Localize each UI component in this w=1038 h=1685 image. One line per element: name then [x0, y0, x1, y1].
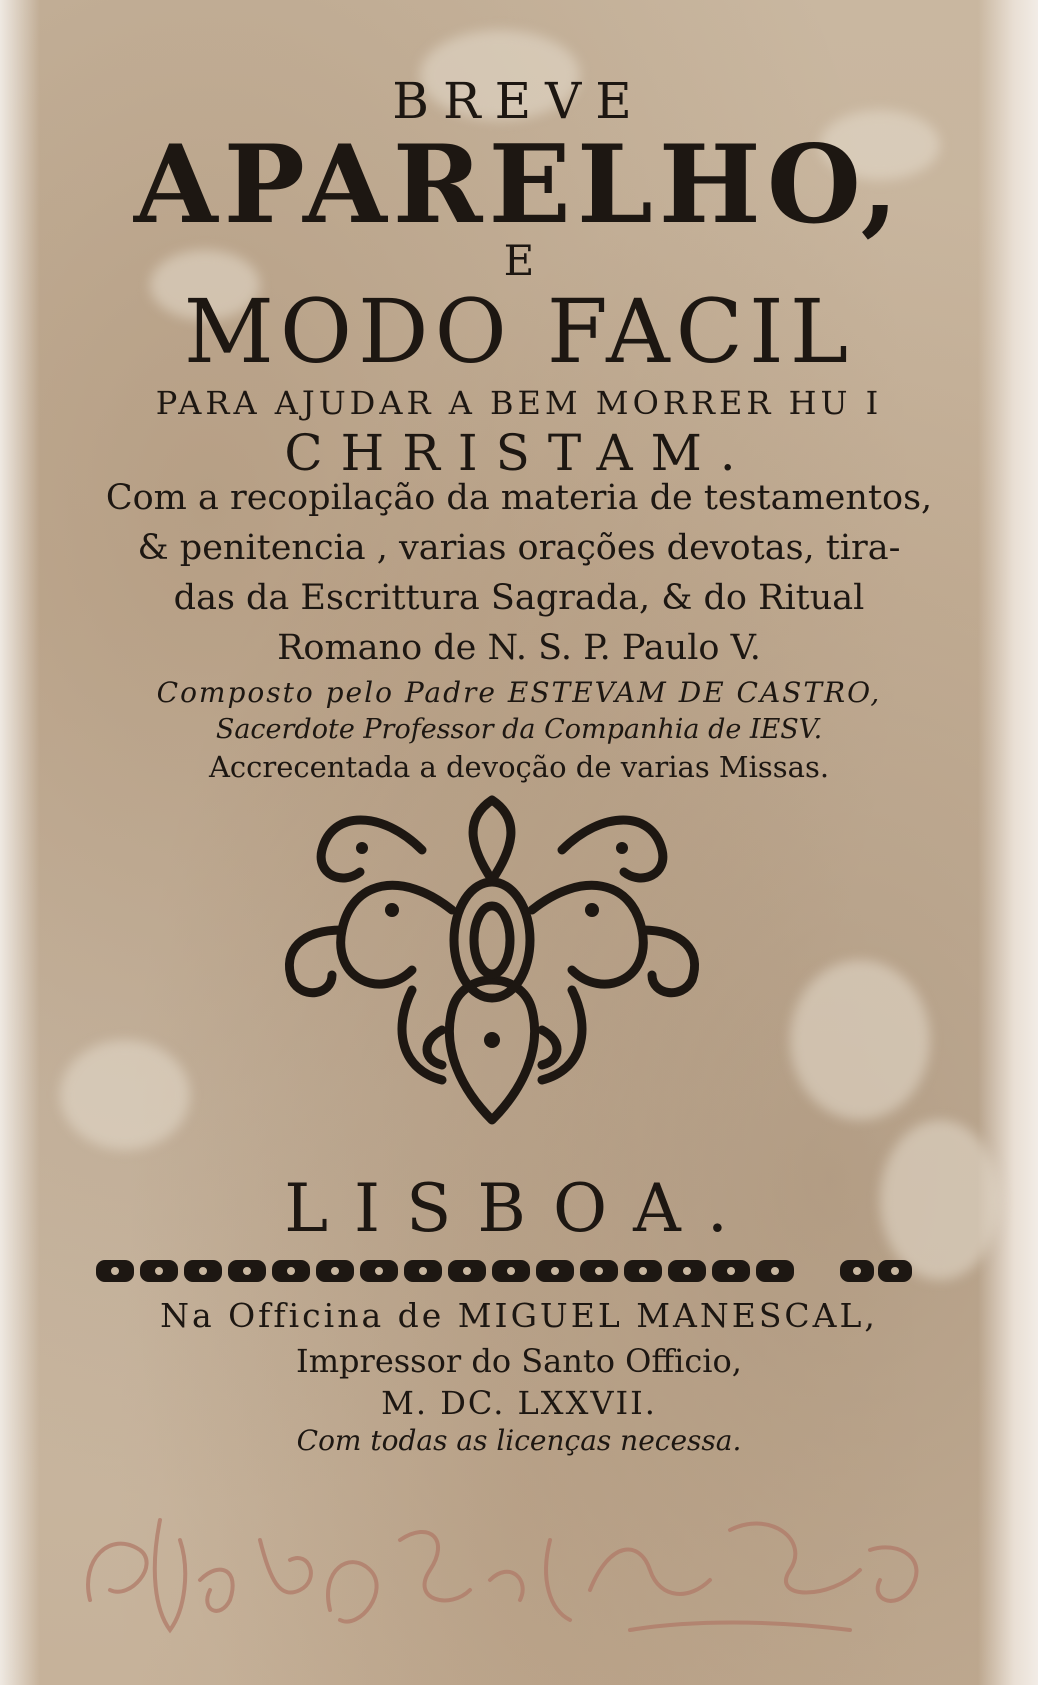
ownership-signature	[70, 1480, 950, 1660]
author-title: Sacerdote Professor da Companhia de IESV.	[215, 714, 823, 745]
title-aparelho: APARELHO,	[133, 122, 905, 248]
title-modo-facil: MODO FACIL	[183, 280, 855, 383]
imprint-city: LISBOA.	[284, 1170, 754, 1247]
fleuron-rule	[96, 1246, 916, 1296]
title-conjunction: E	[503, 236, 535, 285]
description-line: Com a recopilação da materia de testamentos,	[105, 478, 933, 518]
subtitle-para-ajudar: PARA AJUDAR A BEM MORRER HU I	[155, 384, 883, 422]
paper-stain	[790, 960, 930, 1120]
imprint-year: M. DC. LXXVII.	[381, 1384, 657, 1422]
addition-note: Accrecentada a devoção de varias Missas.	[208, 750, 830, 784]
handwritten-signature-icon	[70, 1480, 950, 1660]
acanthus-ornament-icon	[272, 790, 712, 1150]
subtitle-christam: CHRISTAM.	[284, 424, 754, 482]
author-line: Composto pelo Padre ESTEVAM DE CASTRO,	[156, 676, 882, 709]
fleuron-border-icon	[96, 1246, 916, 1296]
imprint-printer: Na Officina de MIGUEL MANESCAL,	[160, 1296, 878, 1335]
paper-stain	[60, 1040, 190, 1150]
imprint-printer-title: Impressor do Santo Officio,	[296, 1342, 742, 1380]
description-line: & penitencia , varias orações devotas, tira-	[137, 528, 901, 568]
description-line: das da Escrittura Sagrada, & do Ritual	[173, 578, 865, 618]
title-breve: BREVE	[392, 72, 646, 130]
printers-ornament	[272, 790, 712, 1150]
imprint-licenses: Com todas as licenças necessa.	[296, 1424, 742, 1457]
description-line: Romano de N. S. P. Paulo V.	[277, 628, 761, 668]
